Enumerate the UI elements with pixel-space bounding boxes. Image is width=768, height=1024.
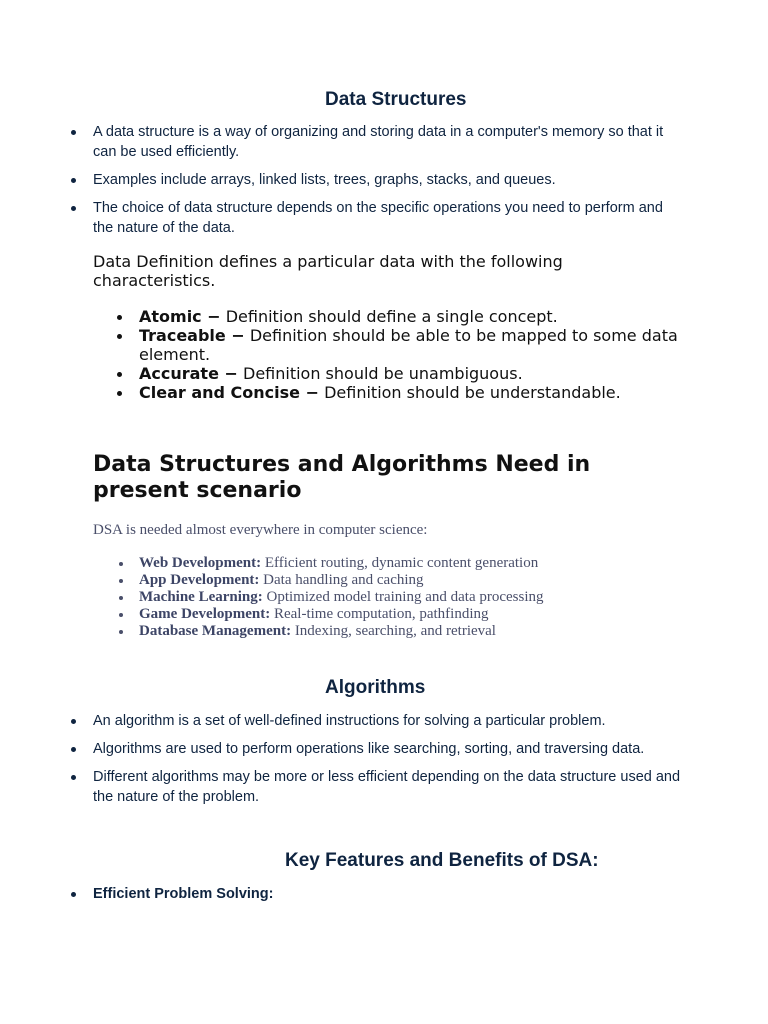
list-item: An algorithm is a set of well-defined instructions for solving a particular problem. xyxy=(93,711,683,731)
dsa-need-list xyxy=(139,555,699,640)
key-features-bullet-list xyxy=(93,884,683,912)
term-description: Indexing, searching, and retrieval xyxy=(291,623,496,639)
list-item xyxy=(139,606,699,623)
term-description: Efficient routing, dynamic content generation xyxy=(261,555,539,571)
list-item xyxy=(139,364,679,383)
term-description: Definition should be able to be mapped to some data element. xyxy=(139,326,678,364)
data-structures-bullet-list xyxy=(93,122,683,246)
term-description: Data handling and caching xyxy=(259,572,424,588)
term-label: Atomic − xyxy=(139,307,221,326)
dsa-need-intro: DSA is needed almost everywhere in computer science: xyxy=(93,522,428,538)
term-description: Optimized model training and data processing xyxy=(262,589,544,605)
list-item xyxy=(139,307,679,326)
list-item: A data structure is a way of organizing and storing data in a computer's memory so that it can be used efficiently. xyxy=(93,122,683,162)
list-item xyxy=(139,383,679,402)
term-label: Web Development: xyxy=(139,555,262,571)
section-title-key-features: Key Features and Benefits of DSA: xyxy=(285,850,599,871)
term-label: App Development: xyxy=(139,572,260,588)
list-item: Efficient Problem Solving: xyxy=(93,884,683,904)
list-item xyxy=(139,555,699,572)
list-item xyxy=(139,572,699,589)
term-label: Traceable − xyxy=(139,326,245,345)
list-item: The choice of data structure depends on the specific operations you need to perform and the nature of the data. xyxy=(93,198,683,238)
list-item: Different algorithms may be more or less efficient depending on the data structure used and the nature of the problem. xyxy=(93,767,683,807)
list-item xyxy=(139,326,679,364)
section-title-algorithms: Algorithms xyxy=(325,677,426,698)
list-item: Examples include arrays, linked lists, trees, graphs, stacks, and queues. xyxy=(93,170,683,190)
list-item xyxy=(139,623,699,640)
term-description: Real-time computation, pathfinding xyxy=(270,606,489,622)
term-description: Definition should be understandable. xyxy=(319,383,621,402)
list-item xyxy=(139,589,699,606)
term-description: Definition should be unambiguous. xyxy=(237,364,523,383)
term-label: Clear and Concise − xyxy=(139,383,319,402)
term-label: Database Management: xyxy=(139,623,292,639)
section-title-data-structures: Data Structures xyxy=(325,89,467,110)
data-definition-list xyxy=(139,307,679,402)
term-description: Definition should define a single concept. xyxy=(220,307,558,326)
list-item: Algorithms are used to perform operations like searching, sorting, and traversing data. xyxy=(93,739,683,759)
term-label: Accurate − xyxy=(139,364,238,383)
data-definition-intro: Data Definition defines a particular data with the following characteristics. xyxy=(93,252,563,290)
dsa-need-heading: Data Structures and Algorithms Need in present scenario xyxy=(93,452,591,503)
term-label: Game Development: xyxy=(139,606,271,622)
term-label: Machine Learning: xyxy=(139,589,263,605)
algorithms-bullet-list xyxy=(93,711,683,815)
